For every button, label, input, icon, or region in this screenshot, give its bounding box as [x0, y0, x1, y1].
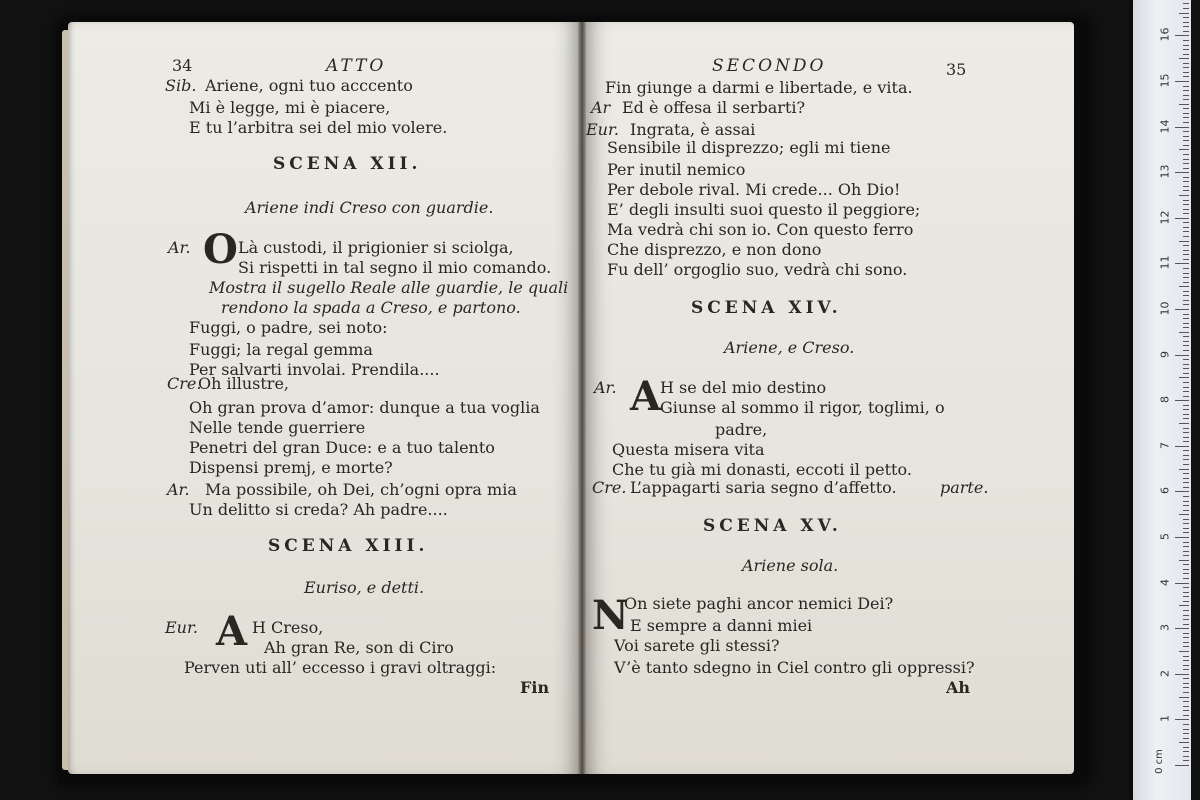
ruler-tick: [1179, 58, 1189, 59]
ruler-tick: [1183, 168, 1189, 169]
verse-line: Dispensi premj, e morte?: [189, 458, 393, 477]
ruler-tick: [1183, 510, 1189, 511]
verse-line: Fuggi, o padre, sei noto:: [189, 318, 388, 337]
ruler-tick: [1183, 323, 1189, 324]
speaker-label: Cre.: [592, 478, 627, 497]
ruler-tick: [1183, 396, 1189, 397]
page-number: 35: [946, 60, 967, 79]
ruler-tick: [1183, 710, 1189, 711]
ruler-tick: [1183, 259, 1189, 260]
ruler-tick: [1183, 715, 1189, 716]
ruler-tick: [1183, 701, 1189, 702]
ruler-tick: [1183, 314, 1189, 315]
ruler-tick: [1183, 90, 1189, 91]
ruler-tick: [1183, 596, 1189, 597]
verse-line: Perven uti all’ eccesso i gravi oltraggi:: [184, 658, 497, 677]
ruler-tick: [1183, 432, 1189, 433]
ruler-tick: [1183, 145, 1189, 146]
verse-line: Oh gran prova d’amor: dunque a tua voglia: [189, 398, 540, 417]
ruler-tick: [1183, 733, 1189, 734]
ruler-number: 10: [1158, 301, 1172, 316]
ruler-tick: [1183, 464, 1189, 465]
ruler-tick: [1179, 149, 1189, 150]
ruler-tick: [1179, 377, 1189, 378]
ruler-tick: [1183, 163, 1189, 164]
ruler-tick: [1183, 31, 1189, 32]
ruler-tick: [1183, 706, 1189, 707]
ruler-number: 15: [1158, 73, 1172, 88]
exit-direction: parte.: [940, 478, 989, 497]
stage-direction: Ariene sola.: [742, 556, 839, 575]
ruler-tick: [1183, 642, 1189, 643]
ruler-tick: [1183, 154, 1189, 155]
ruler-tick: [1175, 583, 1189, 584]
verse-line: Un delitto si creda? Ah padre....: [189, 500, 448, 519]
speaker-label: Ar.: [167, 480, 190, 499]
scene-heading: SCENA XV.: [703, 516, 842, 536]
ruler-tick: [1179, 605, 1189, 606]
ruler-tick: [1183, 336, 1189, 337]
ruler-tick: [1183, 678, 1189, 679]
ruler-tick: [1183, 300, 1189, 301]
ruler-tick: [1179, 742, 1189, 743]
ruler-tick: [1183, 227, 1189, 228]
ruler-tick: [1183, 587, 1189, 588]
verse-line: V’è tanto sdegno in Ciel contro gli oppressi?: [614, 658, 975, 677]
ruler-tick: [1175, 674, 1189, 675]
verse-line: Ma possibile, oh Dei, ch’ogni opra mia: [205, 480, 517, 499]
ruler-tick: [1175, 719, 1189, 720]
stage-direction: Euriso, e detti.: [304, 578, 425, 597]
verse-line: Ariene, ogni tuo acccento: [205, 76, 413, 95]
ruler-number: 14: [1158, 119, 1172, 134]
verse-line: Questa misera vita: [612, 440, 765, 459]
running-title: ATTO: [326, 56, 387, 76]
ruler-tick: [1183, 341, 1189, 342]
ruler-tick: [1183, 601, 1189, 602]
ruler-tick: [1183, 99, 1189, 100]
ruler-tick: [1183, 273, 1189, 274]
ruler-tick: [1183, 546, 1189, 547]
ruler-tick: [1183, 72, 1189, 73]
ruler-tick: [1175, 491, 1189, 492]
ruler-tick: [1183, 250, 1189, 251]
ruler-tick: [1183, 523, 1189, 524]
ruler-tick: [1183, 414, 1189, 415]
ruler-tick: [1183, 177, 1189, 178]
ruler-number: 9: [1158, 350, 1172, 358]
ruler-tick: [1183, 49, 1189, 50]
ruler-tick: [1175, 81, 1189, 82]
ruler-tick: [1183, 186, 1189, 187]
verse-line: H se del mio destino: [660, 378, 827, 397]
ruler-tick: [1183, 437, 1189, 438]
verse-line: Fin giunge a darmi e libertade, e vita.: [605, 78, 913, 97]
ruler-tick: [1175, 628, 1189, 629]
ruler-tick: [1183, 282, 1189, 283]
ruler-tick: [1183, 222, 1189, 223]
ruler-tick: [1183, 646, 1189, 647]
ruler-tick: [1183, 637, 1189, 638]
ruler-tick: [1179, 13, 1189, 14]
ruler-tick: [1183, 441, 1189, 442]
ruler-number: 2: [1158, 669, 1172, 677]
ruler-tick: [1179, 332, 1189, 333]
ruler-tick: [1183, 136, 1189, 137]
ruler-tick: [1183, 747, 1189, 748]
ruler-tick: [1183, 592, 1189, 593]
speaker-label: Ar.: [168, 238, 191, 257]
ruler-tick: [1179, 651, 1189, 652]
ruler-tick: [1183, 487, 1189, 488]
ruler-tick: [1183, 213, 1189, 214]
ruler-unit-label: 0 cm: [1153, 749, 1165, 774]
left-page: [68, 22, 580, 774]
verse-line: Fuggi; la regal gemma: [189, 340, 373, 359]
ruler-tick: [1179, 514, 1189, 515]
ruler-tick: [1183, 455, 1189, 456]
ruler-tick: [1183, 364, 1189, 365]
ruler-tick: [1183, 532, 1189, 533]
ruler-tick: [1183, 200, 1189, 201]
ruler-number: 4: [1158, 578, 1172, 586]
ruler-tick: [1183, 245, 1189, 246]
ruler-tick: [1183, 501, 1189, 502]
scene-heading: SCENA XII.: [273, 154, 422, 174]
ruler-tick: [1183, 231, 1189, 232]
ruler-number: 16: [1158, 27, 1172, 42]
ruler-tick: [1183, 578, 1189, 579]
ruler-tick: [1183, 236, 1189, 237]
ruler-tick: [1183, 656, 1189, 657]
speaker-label: Cre.: [167, 374, 202, 393]
ruler-tick: [1183, 450, 1189, 451]
ruler-tick: [1183, 391, 1189, 392]
verse-line: Voi sarete gli stessi?: [614, 636, 780, 655]
ruler-tick: [1183, 117, 1189, 118]
ruler-tick: [1175, 400, 1189, 401]
ruler-tick: [1183, 373, 1189, 374]
ruler-tick: [1175, 446, 1189, 447]
verse-line: Ah gran Re, son di Ciro: [264, 638, 454, 657]
verse-line: Là custodi, il prigionier si sciolga,: [238, 238, 514, 257]
ruler-tick: [1183, 76, 1189, 77]
ruler-tick: [1183, 564, 1189, 565]
ruler-number: 1: [1158, 715, 1172, 723]
verse-line: Sensibile il disprezzo; egli mi tiene: [607, 138, 891, 157]
ruler-tick: [1183, 204, 1189, 205]
verse-line: Oh illustre,: [198, 374, 290, 393]
ruler-number: 13: [1158, 164, 1172, 179]
ruler-tick: [1175, 309, 1189, 310]
ruler-tick: [1183, 63, 1189, 64]
ruler-tick: [1183, 159, 1189, 160]
speaker-label: Eur.: [165, 618, 198, 637]
ruler-tick: [1175, 218, 1189, 219]
verse-line: Giunse al sommo il rigor, toglimi, o: [660, 398, 945, 417]
ruler-tick: [1179, 560, 1189, 561]
ruler-tick: [1179, 697, 1189, 698]
verse-line: E tu l’arbitra sei del mio volere.: [189, 118, 448, 137]
scene-heading: SCENA XIV.: [691, 298, 842, 318]
ruler-tick: [1183, 327, 1189, 328]
ruler-tick: [1183, 482, 1189, 483]
verse-line: padre,: [715, 420, 768, 439]
ruler-tick: [1183, 181, 1189, 182]
verse-line: E’ degli insulti suoi questo il peggiore;: [607, 200, 921, 219]
scene-heading: SCENA XIII.: [268, 536, 429, 556]
ruler-tick: [1183, 624, 1189, 625]
ruler-tick: [1183, 729, 1189, 730]
ruler-tick: [1183, 573, 1189, 574]
measuring-ruler: [1133, 0, 1191, 800]
ruler-tick: [1183, 277, 1189, 278]
verse-line: On siete paghi ancor nemici Dei?: [624, 594, 894, 613]
ruler-tick: [1183, 660, 1189, 661]
ruler-number: 12: [1158, 210, 1172, 225]
ruler-tick: [1183, 409, 1189, 410]
ruler-tick: [1183, 268, 1189, 269]
ruler-tick: [1183, 756, 1189, 757]
ruler-number: 11: [1158, 255, 1172, 270]
verse-line: Penetri del gran Duce: e a tuo talento: [189, 438, 495, 457]
ruler-tick: [1183, 291, 1189, 292]
ruler-tick: [1183, 610, 1189, 611]
ruler-tick: [1183, 692, 1189, 693]
ruler-tick: [1183, 26, 1189, 27]
verse-line: Nelle tende guerriere: [189, 418, 366, 437]
ruler-tick: [1179, 241, 1189, 242]
ruler-tick: [1183, 382, 1189, 383]
ruler-tick: [1183, 254, 1189, 255]
ruler-tick: [1183, 473, 1189, 474]
stage-direction: Ariene, e Creso.: [724, 338, 855, 357]
ruler-number: 5: [1158, 533, 1172, 540]
verse-line: Che tu già mi donasti, eccoti il petto.: [612, 460, 912, 479]
verse-line: Che disprezzo, e non dono: [607, 240, 822, 259]
ruler-tick: [1183, 738, 1189, 739]
ruler-tick: [1183, 687, 1189, 688]
ruler-tick: [1183, 760, 1189, 761]
ruler-tick: [1183, 683, 1189, 684]
ruler-number: 3: [1158, 624, 1172, 632]
speaker-label: Eur.: [586, 120, 619, 139]
ruler-tick: [1183, 724, 1189, 725]
ruler-tick: [1183, 345, 1189, 346]
drop-cap: O: [203, 226, 238, 273]
ruler-tick: [1183, 505, 1189, 506]
verse-line: L’appagarti saria segno d’affetto.: [630, 478, 897, 497]
book-gutter: [578, 22, 586, 774]
ruler-tick: [1183, 22, 1189, 23]
ruler-tick: [1183, 528, 1189, 529]
ruler-tick: [1183, 569, 1189, 570]
ruler-tick: [1183, 633, 1189, 634]
speaker-label: Sib.: [165, 76, 197, 95]
ruler-tick: [1183, 86, 1189, 87]
ruler-tick: [1175, 127, 1189, 128]
right-page: [584, 22, 1074, 774]
ruler-tick: [1183, 478, 1189, 479]
ruler-tick: [1183, 122, 1189, 123]
verse-line: Fu dell’ orgoglio suo, vedrà chi sono.: [607, 260, 908, 279]
ruler-tick: [1183, 45, 1189, 46]
ruler-tick: [1183, 496, 1189, 497]
ruler-number: 7: [1158, 441, 1172, 449]
ruler-tick: [1183, 350, 1189, 351]
ruler-tick: [1183, 3, 1189, 4]
speaker-label: Ar: [591, 98, 611, 117]
ruler-tick: [1175, 355, 1189, 356]
ruler-tick: [1183, 54, 1189, 55]
verse-line: Ingrata, è assai: [630, 120, 756, 139]
verse-line: Per debole rival. Mi crede... Oh Dio!: [607, 180, 901, 199]
ruler-tick: [1179, 286, 1189, 287]
verse-line: Si rispetti in tal segno il mio comando.: [238, 258, 552, 277]
running-title: SECONDO: [712, 56, 827, 76]
verse-line: Ed è offesa il serbarti?: [622, 98, 806, 117]
ruler-tick: [1183, 67, 1189, 68]
verse-line: Per inutil nemico: [607, 160, 746, 179]
catchword: Ah: [946, 678, 971, 697]
ruler-tick: [1183, 140, 1189, 141]
ruler-tick: [1183, 551, 1189, 552]
ruler-tick: [1183, 428, 1189, 429]
ruler-tick: [1183, 405, 1189, 406]
ruler-number: 8: [1158, 396, 1172, 404]
ruler-tick: [1175, 172, 1189, 173]
ruler-tick: [1183, 209, 1189, 210]
ruler-number: 6: [1158, 487, 1172, 495]
ruler-tick: [1175, 765, 1189, 766]
ruler-tick: [1175, 537, 1189, 538]
stage-direction: rendono la spada a Creso, e partono.: [221, 298, 521, 317]
ruler-tick: [1183, 113, 1189, 114]
ruler-tick: [1183, 295, 1189, 296]
ruler-tick: [1183, 108, 1189, 109]
ruler-tick: [1179, 423, 1189, 424]
ruler-tick: [1183, 40, 1189, 41]
verse-line: Ma vedrà chi son io. Con questo ferro: [607, 220, 914, 239]
ruler-tick: [1183, 555, 1189, 556]
verse-line: E sempre a danni miei: [630, 616, 813, 635]
ruler-tick: [1183, 131, 1189, 132]
ruler-tick: [1183, 669, 1189, 670]
ruler-tick: [1175, 263, 1189, 264]
ruler-tick: [1183, 190, 1189, 191]
verse-line: Per salvarti involai. Prendila....: [189, 360, 440, 379]
ruler-tick: [1183, 519, 1189, 520]
ruler-tick: [1183, 387, 1189, 388]
catchword: Fin: [520, 678, 550, 697]
ruler-tick: [1183, 619, 1189, 620]
ruler-tick: [1183, 8, 1189, 9]
ruler-tick: [1183, 318, 1189, 319]
ruler-tick: [1183, 459, 1189, 460]
ruler-tick: [1179, 195, 1189, 196]
verse-line: H Creso,: [252, 618, 324, 637]
stage-direction: Mostra il sugello Reale alle guardie, le quali: [209, 278, 569, 297]
ruler-tick: [1183, 665, 1189, 666]
ruler-tick: [1179, 104, 1189, 105]
drop-cap: A: [216, 608, 248, 655]
drop-cap: N: [592, 592, 629, 639]
ruler-tick: [1183, 359, 1189, 360]
ruler-tick: [1183, 304, 1189, 305]
stage-direction: Ariene indi Creso con guardie.: [245, 198, 494, 217]
verse-line: Mi è legge, mi è piacere,: [189, 98, 391, 117]
drop-cap: A: [630, 373, 662, 420]
page-number: 34: [172, 56, 193, 75]
ruler-tick: [1183, 615, 1189, 616]
ruler-tick: [1183, 542, 1189, 543]
ruler-tick: [1183, 368, 1189, 369]
ruler-tick: [1175, 35, 1189, 36]
ruler-tick: [1183, 418, 1189, 419]
ruler-tick: [1183, 95, 1189, 96]
speaker-label: Ar.: [594, 378, 617, 397]
ruler-tick: [1179, 469, 1189, 470]
ruler-tick: [1183, 17, 1189, 18]
ruler-tick: [1183, 751, 1189, 752]
